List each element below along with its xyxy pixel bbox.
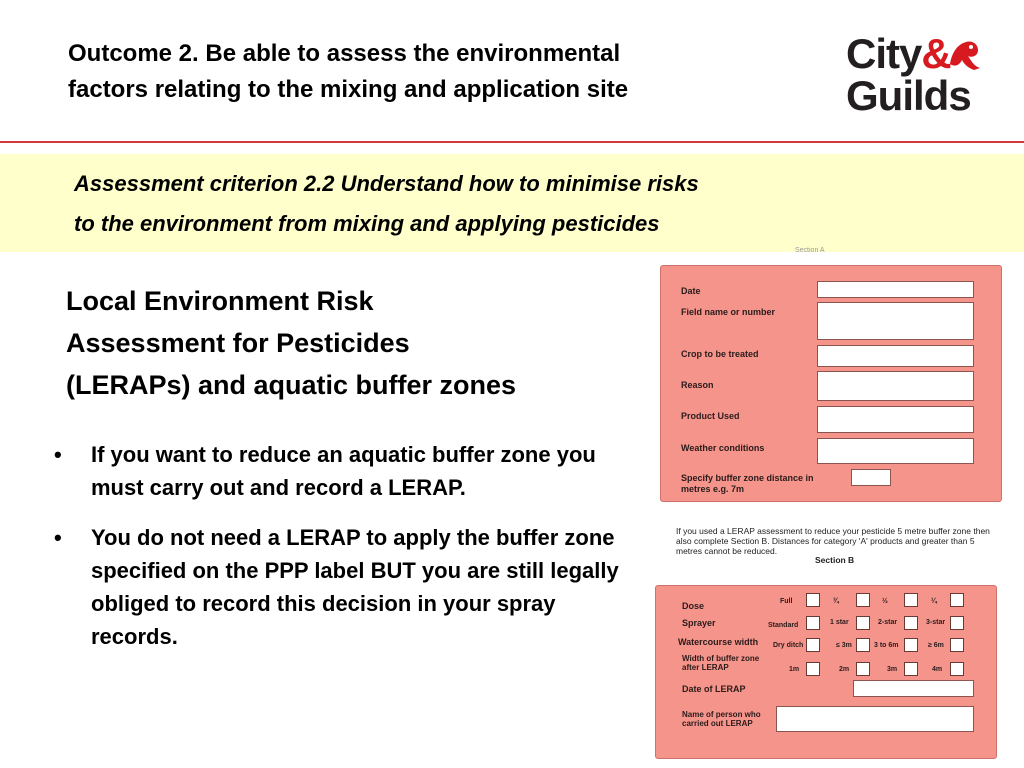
- note-line2: also complete Section B. Distances for category 'A' products and greater than 5: [676, 536, 975, 546]
- watercourse-label: Watercourse width: [678, 637, 759, 647]
- width-checkbox[interactable]: [856, 662, 870, 676]
- section-heading: [66, 280, 646, 406]
- logo-city: City: [846, 30, 922, 77]
- buffer-width-label: [682, 654, 759, 672]
- sprayer-checkbox[interactable]: [950, 616, 964, 630]
- heading-line2: Assessment for Pesticides: [66, 328, 410, 358]
- crop-field[interactable]: [817, 345, 974, 367]
- width-option-label: 2m: [839, 666, 850, 673]
- lerap-form-section-b: [655, 585, 997, 759]
- bullet-item: • You do not need a LERAP to apply the buffer zone specified on the PPP label BUT you are still legally obliged to record this decision in your spray records.: [54, 521, 624, 653]
- lion-icon: [944, 34, 984, 74]
- lerap-form-section-a: [660, 265, 1002, 502]
- width-checkbox[interactable]: [904, 662, 918, 676]
- width-option-label: 1m: [789, 666, 800, 673]
- date-lerap-label: Date of LERAP: [682, 684, 746, 694]
- watercourse-option-label: ≤ 3m: [836, 642, 852, 649]
- sprayer-checkbox[interactable]: [806, 616, 820, 630]
- reason-field[interactable]: [817, 371, 974, 401]
- crop-label: Crop to be treated: [681, 349, 759, 359]
- weather-field[interactable]: [817, 438, 974, 464]
- section-b-note: [676, 526, 1006, 556]
- sprayer-option-label: 1 star: [830, 619, 849, 626]
- watercourse-option-label: Dry ditch: [773, 642, 804, 649]
- watercourse-checkbox[interactable]: [950, 638, 964, 652]
- buffer-distance-label: [681, 473, 814, 495]
- field-name-field[interactable]: [817, 302, 974, 340]
- dose-checkbox[interactable]: [856, 593, 870, 607]
- note-line1: If you used a LERAP assessment to reduce your pesticide 5 metre buffer zone then: [676, 526, 990, 536]
- person-field[interactable]: [776, 706, 974, 732]
- product-field[interactable]: [817, 406, 974, 433]
- watercourse-option-label: ≥ 6m: [928, 642, 944, 649]
- logo-guilds: Guilds: [846, 72, 971, 119]
- dose-label: Dose: [682, 601, 705, 611]
- criterion-banner: [0, 154, 1024, 252]
- date-lerap-field[interactable]: [853, 680, 974, 697]
- date-field[interactable]: [817, 281, 974, 298]
- person-line1: Name of person who: [682, 710, 761, 719]
- sprayer-option-label: 3-star: [926, 619, 946, 626]
- person-line2: carried out LERAP: [682, 719, 753, 728]
- date-label: Date: [681, 286, 701, 296]
- watercourse-checkbox[interactable]: [806, 638, 820, 652]
- slide-title-line2: factors relating to the mixing and application site: [68, 76, 629, 103]
- sprayer-option-label: Standard: [768, 622, 799, 629]
- city-guilds-logo: [846, 30, 986, 125]
- reason-label: Reason: [681, 380, 714, 390]
- watercourse-option-label: 3 to 6m: [874, 642, 899, 649]
- width-checkbox[interactable]: [950, 662, 964, 676]
- dose-checkbox[interactable]: [806, 593, 820, 607]
- buffer-distance-field[interactable]: [851, 469, 891, 486]
- person-label: [682, 710, 761, 728]
- header-divider: [0, 141, 1024, 143]
- bullet-item: • If you want to reduce an aquatic buffer zone you must carry out and record a LERAP.: [54, 438, 624, 504]
- dose-option-label: ¾: [833, 598, 839, 605]
- product-label: Product Used: [681, 411, 740, 421]
- buffer-distance-line2: metres e.g. 7m: [681, 484, 745, 494]
- width-option-label: 4m: [932, 666, 943, 673]
- buffer-width-line1: Width of buffer zone: [682, 654, 760, 663]
- field-name-label: Field name or number: [681, 307, 776, 317]
- sprayer-checkbox[interactable]: [904, 616, 918, 630]
- criterion-line1: Assessment criterion 2.2 Understand how to minimise risks: [74, 171, 699, 196]
- heading-line1: Local Environment Risk: [66, 286, 374, 316]
- dose-option-label: Full: [780, 598, 793, 605]
- buffer-width-line2: after LERAP: [682, 663, 729, 672]
- logo-line1: [846, 32, 951, 76]
- dose-checkbox[interactable]: [950, 593, 964, 607]
- buffer-distance-line1: Specify buffer zone distance in: [681, 473, 814, 483]
- section-b-title: Section B: [815, 555, 855, 565]
- dose-option-label: ½: [882, 598, 888, 605]
- sprayer-option-label: 2-star: [878, 619, 898, 626]
- heading-line3: (LERAPs) and aquatic buffer zones: [66, 370, 517, 400]
- bullet-list: [54, 438, 624, 670]
- sprayer-label: Sprayer: [682, 618, 716, 628]
- form-a-section-label: Section A: [795, 247, 825, 254]
- watercourse-checkbox[interactable]: [856, 638, 870, 652]
- width-checkbox[interactable]: [806, 662, 820, 676]
- sprayer-checkbox[interactable]: [856, 616, 870, 630]
- note-line3: metres cannot be reduced.: [676, 546, 778, 556]
- criterion-text: [74, 164, 924, 244]
- criterion-line2: to the environment from mixing and applying pesticides: [74, 211, 660, 236]
- width-option-label: 3m: [887, 666, 898, 673]
- dose-option-label: ¼: [931, 598, 937, 605]
- weather-label: Weather conditions: [681, 443, 765, 453]
- watercourse-checkbox[interactable]: [904, 638, 918, 652]
- slide-title-line1: Outcome 2. Be able to assess the environmental: [68, 40, 621, 67]
- dose-checkbox[interactable]: [904, 593, 918, 607]
- slide-title: [68, 36, 828, 108]
- logo-ampersand: &: [921, 30, 951, 77]
